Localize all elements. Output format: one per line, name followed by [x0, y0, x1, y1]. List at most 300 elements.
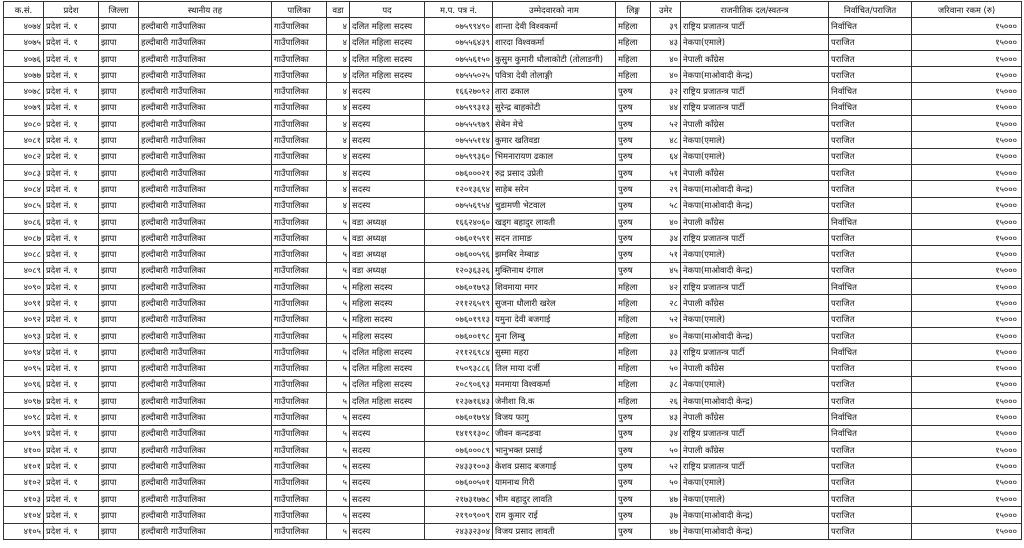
table-body: [4, 18, 1022, 540]
post-cell: दलित महिला सदस्य: [350, 34, 425, 50]
party-cell: राष्ट्रिय प्रजातन्त्र पार्टी: [681, 99, 829, 115]
district-cell: झापा: [99, 474, 139, 490]
post-cell: दलित महिला सदस्य: [350, 344, 425, 360]
voter-id-cell: ०७५५५०२५: [425, 67, 493, 83]
local-level-cell: हल्दीबारी गाउँपालिका: [139, 213, 272, 229]
table-row: [4, 148, 1022, 164]
age-cell: ६४: [651, 148, 681, 164]
serial-no-cell: ४०९७: [4, 393, 44, 409]
table-row: [4, 360, 1022, 376]
post-cell: महिला सदस्य: [350, 327, 425, 343]
result-cell: पराजित: [829, 262, 912, 278]
gender-cell: पुरुष: [616, 246, 651, 262]
municipality-type-cell: गाउँपालिका: [272, 409, 327, 425]
serial-no-cell: ४०८६: [4, 213, 44, 229]
candidate-name-cell: भानुभक्त प्रसाई: [493, 442, 616, 458]
candidate-name-cell: विजय फागु: [493, 409, 616, 425]
voter-id-cell: १६६२७०९२: [425, 83, 493, 99]
voter-id-cell: ०७५९९३६०: [425, 148, 493, 164]
gender-cell: महिला: [616, 34, 651, 50]
result-cell: पराजित: [829, 230, 912, 246]
fine-amount-cell: १५०००: [912, 474, 1022, 490]
fine-amount-cell: १५०००: [912, 34, 1022, 50]
party-cell: नेकपा(माओवादी केन्द्र): [681, 523, 829, 539]
age-cell: ४३: [651, 34, 681, 50]
municipality-type-cell: गाउँपालिका: [272, 376, 327, 392]
local-level-cell: हल्दीबारी गाउँपालिका: [139, 34, 272, 50]
candidate-name-cell: भीम बहादुर लावति: [493, 490, 616, 506]
fine-amount-cell: १५०००: [912, 148, 1022, 164]
serial-no-cell: ४०८५: [4, 197, 44, 213]
gender-cell: पुरुष: [616, 409, 651, 425]
local-level-cell: हल्दीबारी गाउँपालिका: [139, 246, 272, 262]
district-cell: झापा: [99, 311, 139, 327]
post-cell: सदस्य: [350, 425, 425, 441]
party-cell: नेपाली काँग्रेस: [681, 360, 829, 376]
serial-no-cell: ४०९२: [4, 311, 44, 327]
candidate-name-cell: रुद्र प्रसाद उप्रेती: [493, 164, 616, 180]
party-cell: नेकपा(माओवादी केन्द्र): [681, 393, 829, 409]
result-cell: पराजित: [829, 164, 912, 180]
table-row: [4, 67, 1022, 83]
candidate-name-cell: यमुना देवी बजगाई: [493, 311, 616, 327]
gender-cell: महिला: [616, 311, 651, 327]
result-cell: पराजित: [829, 523, 912, 539]
serial-no-cell: ४१०२: [4, 474, 44, 490]
municipality-type-cell: गाउँपालिका: [272, 67, 327, 83]
fine-amount-cell: १५०००: [912, 262, 1022, 278]
district-cell: झापा: [99, 213, 139, 229]
age-cell: ४०: [651, 50, 681, 66]
serial-no-cell: ४१०३: [4, 490, 44, 506]
district-cell: झापा: [99, 230, 139, 246]
header-result: निर्वाचित/पराजित: [829, 2, 912, 18]
district-cell: झापा: [99, 490, 139, 506]
province-cell: प्रदेश नं. १: [44, 246, 99, 262]
post-cell: सदस्य: [350, 99, 425, 115]
serial-no-cell: ४०७५: [4, 34, 44, 50]
local-level-cell: हल्दीबारी गाउँपालिका: [139, 181, 272, 197]
header-local-level: स्थानीय तह: [139, 2, 272, 18]
voter-id-cell: ०७५९९३१३: [425, 99, 493, 115]
district-cell: झापा: [99, 116, 139, 132]
gender-cell: महिला: [616, 393, 651, 409]
gender-cell: महिला: [616, 67, 651, 83]
voter-id-cell: २०८९०६९३: [425, 376, 493, 392]
party-cell: राष्ट्रिय प्रजातन्त्र पार्टी: [681, 18, 829, 34]
result-cell: निर्वाचित: [829, 344, 912, 360]
province-cell: प्रदेश नं. १: [44, 523, 99, 539]
voter-id-cell: २११२६५१९: [425, 295, 493, 311]
district-cell: झापा: [99, 148, 139, 164]
party-cell: नेकपा(एमाले): [681, 376, 829, 392]
district-cell: झापा: [99, 327, 139, 343]
province-cell: प्रदेश नं. १: [44, 99, 99, 115]
local-level-cell: हल्दीबारी गाउँपालिका: [139, 311, 272, 327]
ward-cell: ४: [327, 132, 350, 148]
municipality-type-cell: गाउँपालिका: [272, 490, 327, 506]
local-level-cell: हल्दीबारी गाउँपालिका: [139, 376, 272, 392]
candidate-name-cell: शिवमाया मगर: [493, 279, 616, 295]
local-level-cell: हल्दीबारी गाउँपालिका: [139, 67, 272, 83]
local-level-cell: हल्दीबारी गाउँपालिका: [139, 474, 272, 490]
voter-id-cell: १२३७१६४३: [425, 393, 493, 409]
local-level-cell: हल्दीबारी गाउँपालिका: [139, 393, 272, 409]
gender-cell: पुरुष: [616, 442, 651, 458]
gender-cell: पुरुष: [616, 507, 651, 523]
candidate-name-cell: विजय प्रसाद लावती: [493, 523, 616, 539]
municipality-type-cell: गाउँपालिका: [272, 34, 327, 50]
gender-cell: महिला: [616, 360, 651, 376]
party-cell: नेकपा(माओवादी केन्द्र): [681, 262, 829, 278]
result-cell: पराजित: [829, 311, 912, 327]
ward-cell: ५: [327, 311, 350, 327]
gender-cell: पुरुष: [616, 523, 651, 539]
municipality-type-cell: गाउँपालिका: [272, 181, 327, 197]
table-row: [4, 442, 1022, 458]
candidate-name-cell: चुडामणी भेटवाल: [493, 197, 616, 213]
party-cell: नेकपा(एमाले): [681, 246, 829, 262]
table-row: [4, 458, 1022, 474]
voter-id-cell: ०७६०००८९: [425, 442, 493, 458]
candidate-name-cell: मनमाया विश्वकर्मा: [493, 376, 616, 392]
municipality-type-cell: गाउँपालिका: [272, 164, 327, 180]
local-level-cell: हल्दीबारी गाउँपालिका: [139, 507, 272, 523]
voter-id-cell: १४१९१३०८: [425, 425, 493, 441]
party-cell: नेकपा(माओवादी केन्द्र): [681, 67, 829, 83]
ward-cell: ४: [327, 116, 350, 132]
post-cell: सदस्य: [350, 523, 425, 539]
party-cell: नेपाली काँग्रेस: [681, 442, 829, 458]
municipality-type-cell: गाउँपालिका: [272, 442, 327, 458]
party-cell: नेकपा(एमाले): [681, 132, 829, 148]
district-cell: झापा: [99, 67, 139, 83]
district-cell: झापा: [99, 507, 139, 523]
age-cell: ४५: [651, 262, 681, 278]
serial-no-cell: ४०८२: [4, 148, 44, 164]
fine-amount-cell: १५०००: [912, 507, 1022, 523]
ward-cell: ५: [327, 376, 350, 392]
header-voter-id: म.प. पत्र नं.: [425, 2, 493, 18]
fine-amount-cell: १५०००: [912, 67, 1022, 83]
fine-amount-cell: १५०००: [912, 523, 1022, 539]
ward-cell: ५: [327, 262, 350, 278]
ward-cell: ५: [327, 425, 350, 441]
serial-no-cell: ४०७४: [4, 18, 44, 34]
age-cell: ५२: [651, 458, 681, 474]
municipality-type-cell: गाउँपालिका: [272, 425, 327, 441]
voter-id-cell: ०७६००१९८: [425, 327, 493, 343]
age-cell: ५१: [651, 246, 681, 262]
post-cell: सदस्य: [350, 197, 425, 213]
party-cell: राष्ट्रिय प्रजातन्त्र पार्टी: [681, 425, 829, 441]
gender-cell: महिला: [616, 279, 651, 295]
province-cell: प्रदेश नं. १: [44, 34, 99, 50]
result-cell: निर्वाचित: [829, 279, 912, 295]
local-level-cell: हल्दीबारी गाउँपालिका: [139, 83, 272, 99]
municipality-type-cell: गाउँपालिका: [272, 507, 327, 523]
result-cell: पराजित: [829, 246, 912, 262]
post-cell: महिला सदस्य: [350, 311, 425, 327]
party-cell: राष्ट्रिय प्रजातन्त्र पार्टी: [681, 230, 829, 246]
table-row: [4, 523, 1022, 539]
gender-cell: पुरुष: [616, 490, 651, 506]
province-cell: प्रदेश नं. १: [44, 230, 99, 246]
district-cell: झापा: [99, 376, 139, 392]
province-cell: प्रदेश नं. १: [44, 507, 99, 523]
table-row: [4, 116, 1022, 132]
result-cell: पराजित: [829, 474, 912, 490]
post-cell: सदस्य: [350, 409, 425, 425]
ward-cell: ४: [327, 34, 350, 50]
province-cell: प्रदेश नं. १: [44, 327, 99, 343]
header-row: [4, 2, 1022, 18]
party-cell: राष्ट्रिय प्रजातन्त्र पार्टी: [681, 83, 829, 99]
result-cell: पराजित: [829, 442, 912, 458]
age-cell: ४०: [651, 327, 681, 343]
gender-cell: पुरुष: [616, 164, 651, 180]
district-cell: झापा: [99, 164, 139, 180]
serial-no-cell: ४०८१: [4, 132, 44, 148]
serial-no-cell: ४०९८: [4, 409, 44, 425]
fine-amount-cell: १५०००: [912, 181, 1022, 197]
municipality-type-cell: गाउँपालिका: [272, 116, 327, 132]
result-cell: पराजित: [829, 490, 912, 506]
party-cell: राष्ट्रिय प्रजातन्त्र पार्टी: [681, 458, 829, 474]
district-cell: झापा: [99, 523, 139, 539]
party-cell: नेकपा(माओवादी केन्द्र): [681, 181, 829, 197]
candidate-name-cell: खड्ग बहादुर लावती: [493, 213, 616, 229]
ward-cell: ५: [327, 409, 350, 425]
province-cell: प्रदेश नं. १: [44, 50, 99, 66]
province-cell: प्रदेश नं. १: [44, 458, 99, 474]
age-cell: ५८: [651, 197, 681, 213]
table-row: [4, 164, 1022, 180]
result-cell: निर्वाचित: [829, 83, 912, 99]
result-cell: निर्वाचित: [829, 99, 912, 115]
fine-amount-cell: १५०००: [912, 132, 1022, 148]
ward-cell: ४: [327, 164, 350, 180]
province-cell: प्रदेश नं. १: [44, 67, 99, 83]
voter-id-cell: १२०१३६९४: [425, 181, 493, 197]
candidate-name-cell: यामनाथ गिरी: [493, 474, 616, 490]
ward-cell: ५: [327, 327, 350, 343]
province-cell: प्रदेश नं. १: [44, 197, 99, 213]
gender-cell: पुरुष: [616, 99, 651, 115]
ward-cell: ५: [327, 490, 350, 506]
serial-no-cell: ४०९३: [4, 327, 44, 343]
province-cell: प्रदेश नं. १: [44, 344, 99, 360]
gender-cell: महिला: [616, 295, 651, 311]
table-row: [4, 311, 1022, 327]
header-municipality-type: पालिका: [272, 2, 327, 18]
fine-amount-cell: १५०००: [912, 116, 1022, 132]
result-cell: पराजित: [829, 67, 912, 83]
age-cell: ३९: [651, 18, 681, 34]
serial-no-cell: ४०७६: [4, 50, 44, 66]
local-level-cell: हल्दीबारी गाउँपालिका: [139, 295, 272, 311]
candidate-name-cell: राम कुमार राई: [493, 507, 616, 523]
serial-no-cell: ४०९४: [4, 344, 44, 360]
fine-amount-cell: १५०००: [912, 99, 1022, 115]
gender-cell: पुरुष: [616, 230, 651, 246]
header-age: उमेर: [651, 2, 681, 18]
serial-no-cell: ४०७७: [4, 67, 44, 83]
post-cell: दलित महिला सदस्य: [350, 393, 425, 409]
candidate-name-cell: कुमार खतिवडा: [493, 132, 616, 148]
ward-cell: ४: [327, 18, 350, 34]
district-cell: झापा: [99, 360, 139, 376]
municipality-type-cell: गाउँपालिका: [272, 213, 327, 229]
province-cell: प्रदेश नं. १: [44, 18, 99, 34]
municipality-type-cell: गाउँपालिका: [272, 262, 327, 278]
party-cell: नेपाली काँग्रेस: [681, 116, 829, 132]
post-cell: सदस्य: [350, 148, 425, 164]
party-cell: नेकपा(एमाले): [681, 34, 829, 50]
fine-amount-cell: १५०००: [912, 376, 1022, 392]
province-cell: प्रदेश नं. १: [44, 262, 99, 278]
result-cell: पराजित: [829, 132, 912, 148]
post-cell: सदस्य: [350, 132, 425, 148]
age-cell: ४०: [651, 213, 681, 229]
fine-amount-cell: १५०००: [912, 279, 1022, 295]
candidate-name-cell: तिल माया दर्जी: [493, 360, 616, 376]
party-cell: नेपाली काँग्रेस: [681, 295, 829, 311]
voter-id-cell: ०७५५६१५०: [425, 50, 493, 66]
result-cell: पराजित: [829, 376, 912, 392]
gender-cell: पुरुष: [616, 181, 651, 197]
province-cell: प्रदेश नं. १: [44, 425, 99, 441]
candidate-name-cell: सुरेन्द्र बाहकोटी: [493, 99, 616, 115]
district-cell: झापा: [99, 279, 139, 295]
post-cell: सदस्य: [350, 181, 425, 197]
age-cell: ३४: [651, 425, 681, 441]
table-row: [4, 425, 1022, 441]
table-row: [4, 197, 1022, 213]
age-cell: २९: [651, 181, 681, 197]
local-level-cell: हल्दीबारी गाउँपालिका: [139, 164, 272, 180]
candidate-name-cell: सुस्मा महरा: [493, 344, 616, 360]
serial-no-cell: ४१००: [4, 442, 44, 458]
ward-cell: ४: [327, 99, 350, 115]
table-row: [4, 34, 1022, 50]
gender-cell: पुरुष: [616, 83, 651, 99]
post-cell: सदस्य: [350, 490, 425, 506]
candidate-name-cell: जीवन कन्दङवा: [493, 425, 616, 441]
age-cell: ५०: [651, 442, 681, 458]
table-row: [4, 393, 1022, 409]
candidate-name-cell: मुना लिम्बु: [493, 327, 616, 343]
table-row: [4, 50, 1022, 66]
ward-cell: ४: [327, 83, 350, 99]
district-cell: झापा: [99, 50, 139, 66]
local-level-cell: हल्दीबारी गाउँपालिका: [139, 409, 272, 425]
serial-no-cell: ४०८८: [4, 246, 44, 262]
table-row: [4, 344, 1022, 360]
party-cell: नेकपा(एमाले): [681, 490, 829, 506]
municipality-type-cell: गाउँपालिका: [272, 360, 327, 376]
age-cell: २८: [651, 295, 681, 311]
post-cell: सदस्य: [350, 474, 425, 490]
local-level-cell: हल्दीबारी गाउँपालिका: [139, 50, 272, 66]
gender-cell: पुरुष: [616, 458, 651, 474]
province-cell: प्रदेश नं. १: [44, 311, 99, 327]
result-cell: पराजित: [829, 295, 912, 311]
province-cell: प्रदेश नं. १: [44, 360, 99, 376]
table-row: [4, 230, 1022, 246]
ward-cell: ५: [327, 295, 350, 311]
age-cell: ३८: [651, 376, 681, 392]
table-row: [4, 507, 1022, 523]
table-row: [4, 99, 1022, 115]
voter-id-cell: २११२६९८४: [425, 344, 493, 360]
voter-id-cell: ०७६०००२१: [425, 164, 493, 180]
serial-no-cell: ४०८०: [4, 116, 44, 132]
local-level-cell: हल्दीबारी गाउँपालिका: [139, 230, 272, 246]
fine-amount-cell: १५०००: [912, 409, 1022, 425]
table-row: [4, 246, 1022, 262]
local-level-cell: हल्दीबारी गाउँपालिका: [139, 425, 272, 441]
gender-cell: पुरुष: [616, 132, 651, 148]
result-cell: पराजित: [829, 360, 912, 376]
province-cell: प्रदेश नं. १: [44, 474, 99, 490]
local-level-cell: हल्दीबारी गाउँपालिका: [139, 442, 272, 458]
gender-cell: पुरुष: [616, 262, 651, 278]
fine-amount-cell: १५०००: [912, 246, 1022, 262]
age-cell: ५०: [651, 474, 681, 490]
municipality-type-cell: गाउँपालिका: [272, 327, 327, 343]
serial-no-cell: ४०९५: [4, 360, 44, 376]
gender-cell: पुरुष: [616, 148, 651, 164]
candidate-name-cell: सदन तामाङ: [493, 230, 616, 246]
gender-cell: महिला: [616, 18, 651, 34]
voter-id-cell: २१९०९००९: [425, 507, 493, 523]
district-cell: झापा: [99, 132, 139, 148]
age-cell: ५२: [651, 311, 681, 327]
table-row: [4, 262, 1022, 278]
municipality-type-cell: गाउँपालिका: [272, 99, 327, 115]
age-cell: ४२: [651, 279, 681, 295]
district-cell: झापा: [99, 393, 139, 409]
gender-cell: महिला: [616, 50, 651, 66]
ward-cell: ४: [327, 148, 350, 164]
candidate-name-cell: तारा ढकाल: [493, 83, 616, 99]
post-cell: दलित महिला सदस्य: [350, 376, 425, 392]
post-cell: वडा अध्यक्ष: [350, 230, 425, 246]
district-cell: झापा: [99, 442, 139, 458]
party-cell: राष्ट्रिय प्रजातन्त्र पार्टी: [681, 344, 829, 360]
voter-id-cell: ०७६००५०१: [425, 474, 493, 490]
table-row: [4, 83, 1022, 99]
municipality-type-cell: गाउँपालिका: [272, 279, 327, 295]
serial-no-cell: ४०७८: [4, 83, 44, 99]
result-cell: पराजित: [829, 458, 912, 474]
fine-amount-cell: १५०००: [912, 442, 1022, 458]
voter-id-cell: १६६२४०६०: [425, 213, 493, 229]
ward-cell: ५: [327, 458, 350, 474]
municipality-type-cell: गाउँपालिका: [272, 393, 327, 409]
gender-cell: पुरुष: [616, 474, 651, 490]
fine-amount-cell: १५०००: [912, 458, 1022, 474]
candidate-name-cell: कुसुम कुमारी धौलाकोटी (तोलाङगी): [493, 50, 616, 66]
municipality-type-cell: गाउँपालिका: [272, 344, 327, 360]
local-level-cell: हल्दीबारी गाउँपालिका: [139, 344, 272, 360]
voter-id-cell: २१७३१७७८: [425, 490, 493, 506]
age-cell: ३३: [651, 344, 681, 360]
gender-cell: पुरुष: [616, 197, 651, 213]
party-cell: नेकपा(माओवादी केन्द्र): [681, 197, 829, 213]
district-cell: झापा: [99, 197, 139, 213]
